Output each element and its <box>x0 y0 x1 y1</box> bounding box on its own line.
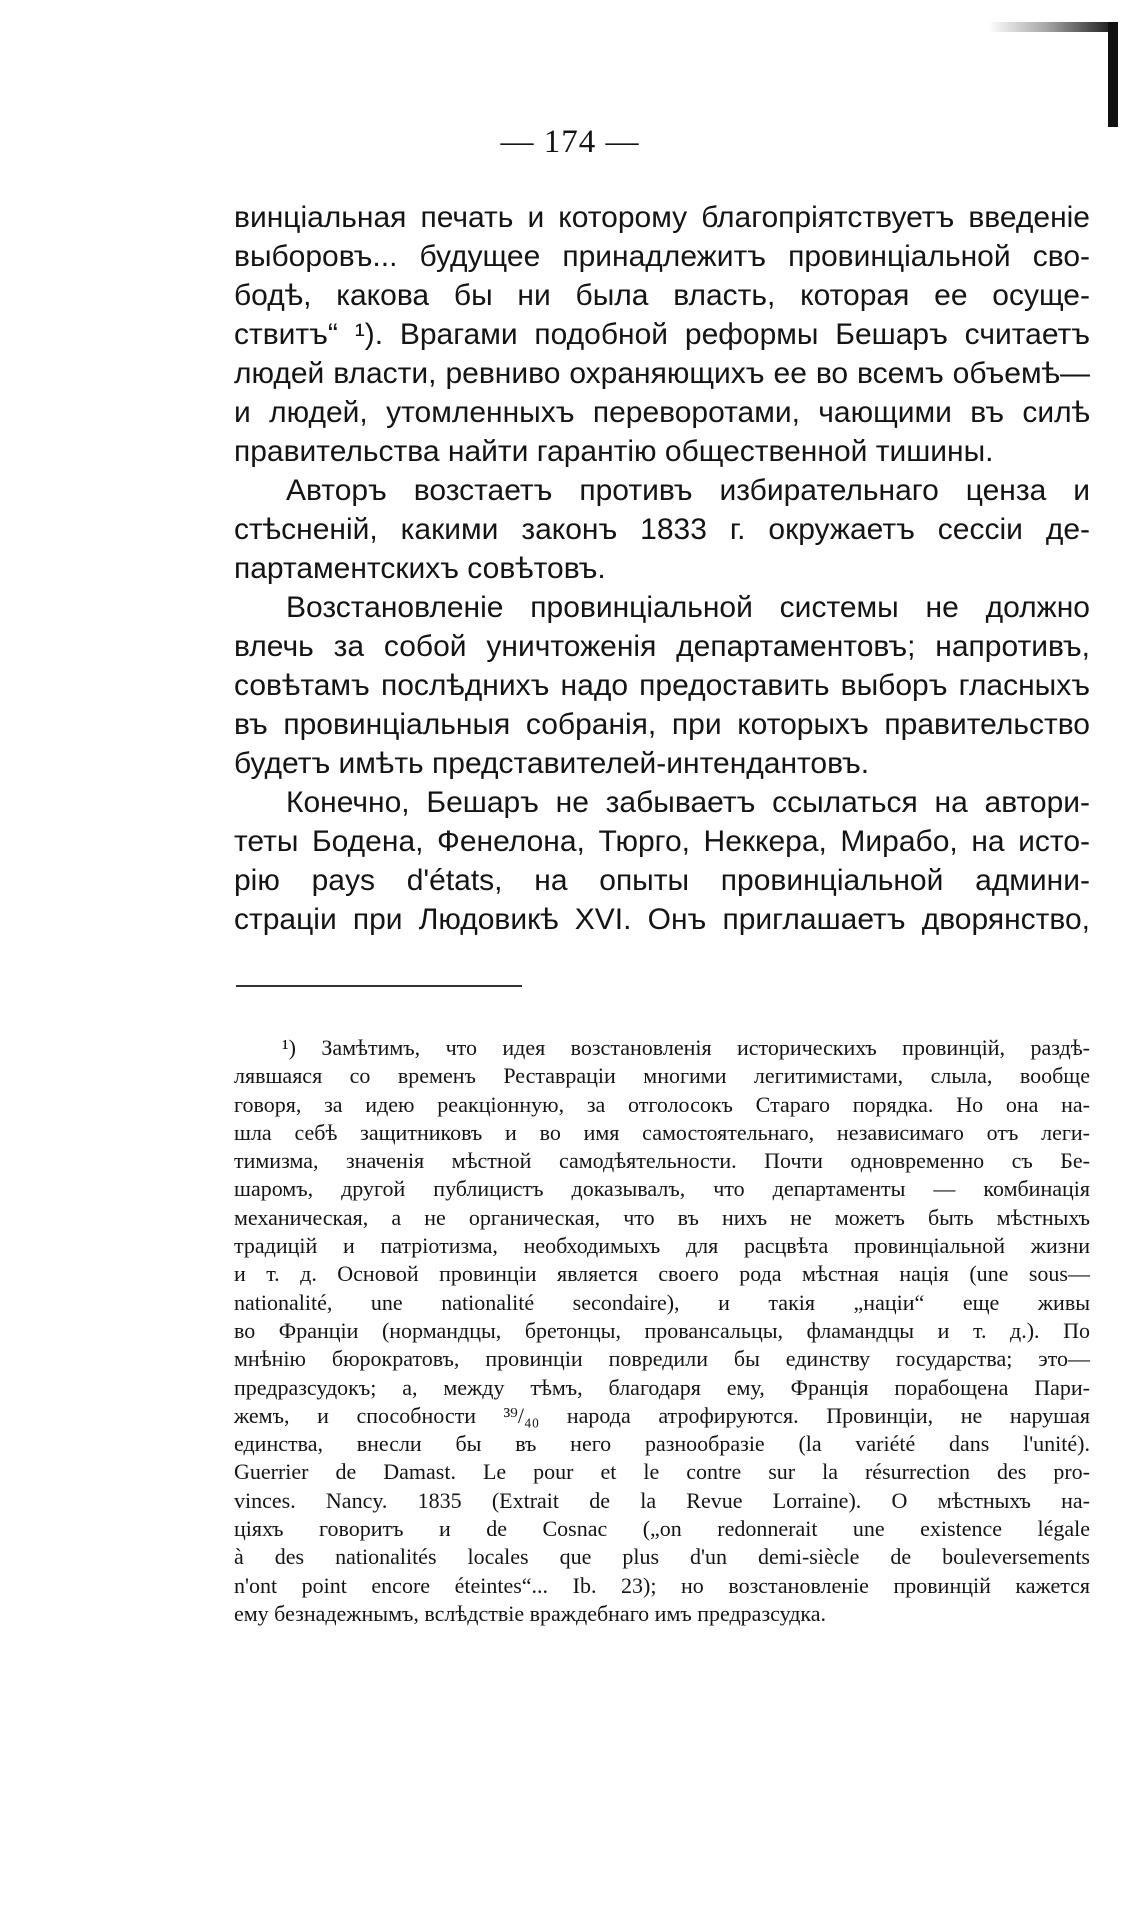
text-line: рію pays d'états, на опыты провинціальной админи- <box>234 864 1090 897</box>
text-line: бодѣ, какова бы ни была власть, которая ее осуще- <box>234 279 1090 312</box>
footnote-line: шаромъ, другой публицистъ доказывалъ, что департаменты — комбинація <box>234 1176 1090 1202</box>
footnote-line: тимизма, значенія мѣстной самодѣятельности. Почти одновременно съ Бе- <box>234 1148 1090 1174</box>
footnote-line: жемъ, и способности ³⁹/₄₀ народа атрофируются. Провинціи, не нарушая <box>234 1402 1090 1428</box>
text-line: Возстановленіе провинціальной системы не должно <box>286 591 1090 624</box>
text-line: Авторъ возстаетъ противъ избирательнаго ценза и <box>286 474 1090 507</box>
text-line: въ провинціальныя собранія, при которыхъ правительство <box>234 708 1090 741</box>
footnote-line: n'ont point encore éteintes“... Ib. 23); но возстановленіе провинцій кажется <box>234 1572 1090 1598</box>
footnote-line: à des nationalités locales que plus d'un demi-siècle de bouleversements <box>234 1544 1090 1570</box>
footnote-line: единства, внесли бы въ него разнообразіе (la variété dans l'unité). <box>234 1431 1090 1457</box>
footnote-line: Guerrier de Damast. Le pour et le contre sur la résurrection des pro- <box>234 1459 1090 1485</box>
text-line: и людей, утомленныхъ переворотами, чающими въ силѣ <box>234 396 1090 429</box>
text-line: влечь за собой уничтоженія департаментовъ; напротивъ, <box>234 630 1090 663</box>
main-text <box>234 198 1090 939</box>
footnote-line: лявшаяся со временъ Реставраціи многими легитимистами, слыла, вообще <box>234 1063 1090 1089</box>
footnote-line: vinces. Nancy. 1835 (Extrait de la Revue Lorraine). О мѣстныхъ на- <box>234 1487 1090 1513</box>
text-line: теты Бодена, Фенелона, Тюрго, Неккера, Мирабо, на исто- <box>234 825 1090 858</box>
footnote-line: во Франціи (нормандцы, бретонцы, провансальцы, фламандцы и т. д.). По <box>234 1317 1090 1343</box>
footnote-separator <box>236 985 522 987</box>
footnote-line: мнѣнію бюрократовъ, провинціи повредили бы единству государства; это— <box>234 1346 1090 1372</box>
text-line: будетъ имѣть представителей-интендантовъ. <box>234 747 870 780</box>
page-number: — 174 — <box>500 124 640 160</box>
text-line: совѣтамъ послѣднихъ надо предоставить выборъ гласныхъ <box>234 669 1090 702</box>
footnote-line: шла себѣ защитниковъ и во имя самостоятельнаго, независимаго отъ леги- <box>234 1119 1090 1145</box>
text-line: ствитъ“ ¹). Врагами подобной реформы Бешаръ считаетъ <box>234 318 1090 351</box>
scan-edge-mark <box>1108 22 1118 127</box>
footnote-line: ціяхъ говоритъ и de Cosnac („on redonnerait une existence légale <box>234 1516 1090 1542</box>
text-line: страціи при Людовикѣ XVI. Онъ приглашаетъ дворянство, <box>234 903 1090 936</box>
text-line: партаментскихъ совѣтовъ. <box>234 552 606 585</box>
text-line: стѣсненій, какими законъ 1833 г. окружаетъ сессіи де- <box>234 513 1090 546</box>
footnote-line: ему безнадежнымъ, вслѣдствіе враждебнаго имъ предразсудка. <box>234 1600 827 1626</box>
text-line: Конечно, Бешаръ не забываетъ ссылаться на автори- <box>286 786 1090 819</box>
footnote-line: nationalité, une nationalité secondaire), и такія „націи“ еще живы <box>234 1289 1090 1315</box>
scan-edge-mark-top <box>988 22 1118 32</box>
footnote <box>234 1034 1090 1628</box>
footnote-line: предразсудокъ; а, между тѣмъ, благодаря ему, Франція порабощена Пари- <box>234 1374 1090 1400</box>
footnote-line: и т. д. Основой провинціи является своего рода мѣстная нація (une sous— <box>234 1261 1090 1287</box>
footnote-line: говоря, за идею реакціонную, за отголосокъ Стараго порядка. Но она на- <box>234 1091 1090 1117</box>
text-line: винціальная печать и которому благопріятствуетъ введеніе <box>234 201 1090 234</box>
text-line: выборовъ... будущее принадлежитъ провинціальной сво- <box>234 240 1090 273</box>
text-line: правительства найти гарантію общественной тишины. <box>234 435 994 468</box>
text-line: людей власти, ревниво охраняющихъ ее во всемъ объемѣ— <box>234 357 1090 390</box>
footnote-line: механическая, а не органическая, что въ нихъ не можетъ быть мѣстныхъ <box>234 1204 1090 1230</box>
footnote-line: ¹) Замѣтимъ, что идея возстановленія историческихъ провинцій, раздѣ- <box>282 1035 1090 1060</box>
footnote-line: традицій и патріотизма, необходимыхъ для расцвѣта провинціальной жизни <box>234 1233 1090 1259</box>
